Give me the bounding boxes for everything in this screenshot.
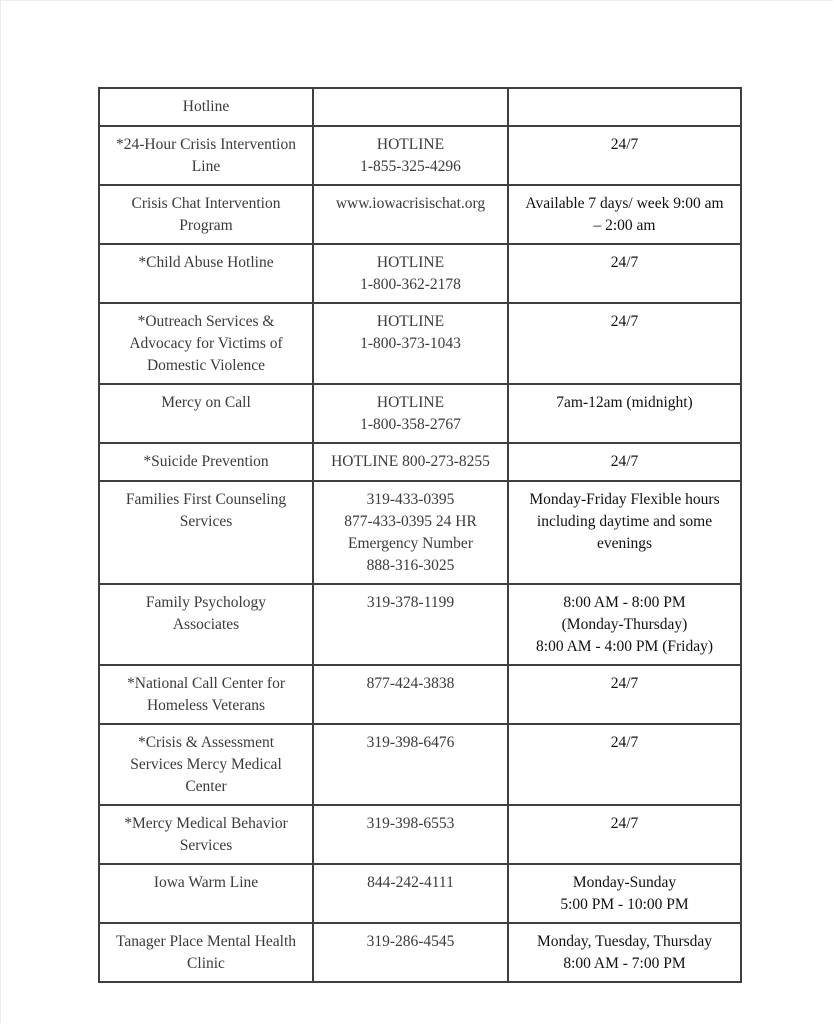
hours-line: 8:00 AM - 8:00 PM <box>563 594 686 611</box>
resource-name-line: Mercy on Call <box>161 394 251 411</box>
hours-cell <box>508 923 741 982</box>
hours-cell <box>508 805 741 864</box>
table-row <box>99 724 741 805</box>
contact-line: HOTLINE 800-273-8255 <box>331 453 490 470</box>
contact-line: 1-800-358-2767 <box>360 416 461 433</box>
contact-cell <box>313 185 508 244</box>
hours-cell <box>508 185 741 244</box>
resource-name-cell <box>99 665 313 724</box>
resource-name-line: Clinic <box>187 955 225 972</box>
resource-name-line: Services Mercy Medical <box>130 756 282 773</box>
resource-name-line: Tanager Place Mental Health <box>115 933 297 950</box>
resource-name-line: *24-Hour Crisis Intervention <box>116 136 296 153</box>
hours-cell <box>508 303 741 384</box>
hours-line: 24/7 <box>610 313 639 330</box>
hours-line: 5:00 PM - 10:00 PM <box>560 896 689 913</box>
resource-name-line: Center <box>185 778 227 795</box>
resource-name-cell <box>99 384 313 443</box>
hours-line: 7am-12am (midnight) <box>556 394 693 411</box>
contact-cell <box>313 481 508 584</box>
resource-name-line: Program <box>179 217 233 234</box>
resource-table <box>98 87 742 983</box>
contact-line: 319-378-1199 <box>366 594 455 611</box>
hours-line: 8:00 AM - 4:00 PM (Friday) <box>536 638 713 655</box>
table-row <box>99 805 741 864</box>
contact-cell <box>313 384 508 443</box>
contact-cell <box>313 244 508 303</box>
hours-line: Monday-Friday Flexible hours <box>529 491 720 508</box>
hours-line: Monday, Tuesday, Thursday <box>536 933 713 950</box>
contact-line: 1-800-362-2178 <box>360 276 461 293</box>
contact-line: 877-433-0395 24 HR <box>344 513 477 530</box>
contact-line: 877-424-3838 <box>366 675 455 692</box>
resource-name-line: Homeless Veterans <box>146 697 266 714</box>
hours-line: evenings <box>596 535 653 552</box>
resource-name-line: Family Psychology <box>145 594 267 611</box>
resource-name-line: *Child Abuse Hotline <box>138 254 274 271</box>
contact-line: 319-286-4545 <box>366 933 455 950</box>
table-row <box>99 864 741 923</box>
hours-line: – 2:00 am <box>593 217 656 234</box>
contact-line: 1-800-373-1043 <box>360 335 461 352</box>
table-row <box>99 584 741 665</box>
table-row <box>99 384 741 443</box>
table-row <box>99 185 741 244</box>
table-row <box>99 665 741 724</box>
contact-cell <box>313 805 508 864</box>
contact-line: 319-398-6553 <box>366 815 455 832</box>
hours-line: Available 7 days/ week 9:00 am <box>525 195 724 212</box>
resource-name-line: Services <box>179 513 233 530</box>
hours-line: 24/7 <box>610 675 639 692</box>
hours-cell <box>508 864 741 923</box>
contact-line: HOTLINE <box>376 254 445 271</box>
hours-line: 24/7 <box>610 453 639 470</box>
contact-cell <box>313 864 508 923</box>
contact-line[interactable]: www.iowacrisischat.org <box>335 195 486 212</box>
resource-name-cell <box>99 724 313 805</box>
hours-line: 24/7 <box>610 254 639 271</box>
table-row <box>99 303 741 384</box>
hours-cell <box>508 724 741 805</box>
resource-name-line: *National Call Center for <box>127 675 285 692</box>
resource-name-line: Domestic Violence <box>146 357 265 374</box>
resource-name-line: *Suicide Prevention <box>143 453 269 470</box>
contact-cell <box>313 923 508 982</box>
hours-line: 8:00 AM - 7:00 PM <box>563 955 686 972</box>
resource-name-line: Hotline <box>182 98 230 115</box>
contact-line: 319-433-0395 <box>366 491 455 508</box>
resource-name-line: Services <box>179 837 233 854</box>
resource-name-cell <box>99 805 313 864</box>
resource-name-cell <box>99 481 313 584</box>
resource-name-cell <box>99 923 313 982</box>
resource-name-cell <box>99 584 313 665</box>
contact-cell <box>313 443 508 481</box>
resource-name-line: Iowa Warm Line <box>153 874 259 891</box>
contact-cell <box>313 303 508 384</box>
contact-line: 888-316-3025 <box>366 557 455 574</box>
resource-name-line: *Crisis & Assessment <box>137 734 275 751</box>
resource-name-cell <box>99 88 313 126</box>
resource-name-cell <box>99 443 313 481</box>
hours-cell <box>508 88 741 126</box>
hours-cell <box>508 244 741 303</box>
resource-name-line: *Mercy Medical Behavior <box>124 815 288 832</box>
resource-name-cell <box>99 244 313 303</box>
hours-cell <box>508 384 741 443</box>
contact-cell <box>313 126 508 185</box>
hours-line: 24/7 <box>610 734 639 751</box>
table-row <box>99 923 741 982</box>
resource-name-cell <box>99 864 313 923</box>
resource-name-line: Crisis Chat Intervention <box>131 195 281 212</box>
resource-name-line: Associates <box>172 616 240 633</box>
resource-name-cell <box>99 185 313 244</box>
hours-line: 24/7 <box>610 815 639 832</box>
contact-line: Emergency Number <box>348 535 473 552</box>
hours-line: (Monday-Thursday) <box>561 616 688 633</box>
table-row <box>99 244 741 303</box>
contact-cell <box>313 88 508 126</box>
hours-cell <box>508 665 741 724</box>
table-row <box>99 88 741 126</box>
resource-name-line: Line <box>191 158 221 175</box>
resource-table-body <box>99 88 741 982</box>
resource-name-line: Families First Counseling <box>125 491 287 508</box>
hours-cell <box>508 126 741 185</box>
contact-line: 844-242-4111 <box>367 874 454 891</box>
hours-cell <box>508 481 741 584</box>
hours-line: including daytime and some <box>536 513 713 530</box>
contact-cell <box>313 665 508 724</box>
contact-line: 319-398-6476 <box>366 734 455 751</box>
hours-line: 24/7 <box>610 136 639 153</box>
contact-line: HOTLINE <box>376 136 445 153</box>
contact-line: 1-855-325-4296 <box>360 158 461 175</box>
hours-cell <box>508 443 741 481</box>
table-row <box>99 481 741 584</box>
contact-cell <box>313 584 508 665</box>
resource-name-cell <box>99 126 313 185</box>
contact-cell <box>313 724 508 805</box>
resource-name-cell <box>99 303 313 384</box>
resource-name-line: *Outreach Services & <box>137 313 275 330</box>
resource-name-line: Advocacy for Victims of <box>129 335 283 352</box>
contact-line: HOTLINE <box>376 313 445 330</box>
hours-cell <box>508 584 741 665</box>
contact-line: HOTLINE <box>376 394 445 411</box>
hours-line: Monday-Sunday <box>572 874 677 891</box>
table-row <box>99 126 741 185</box>
table-row <box>99 443 741 481</box>
